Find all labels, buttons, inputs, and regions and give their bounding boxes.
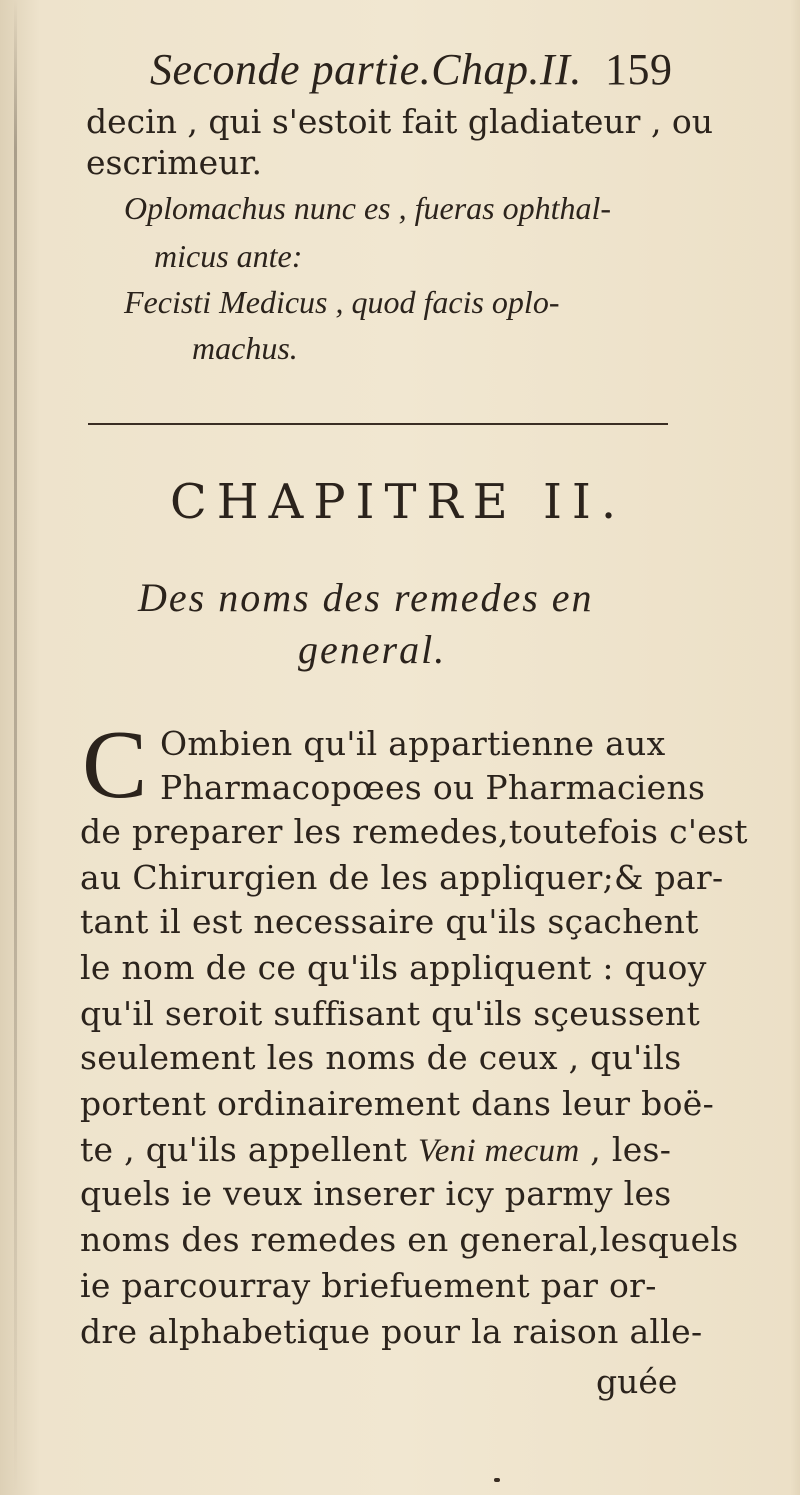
text-line: decin , qui s'estoit fait gladiateur , ou <box>86 102 714 141</box>
body-line: seulement les noms de ceux , qu'ils <box>80 1038 682 1077</box>
gutter-shadow <box>14 0 17 1495</box>
body-line: le nom de ce qu'ils appliquent : quoy <box>80 948 707 987</box>
body-line: portent ordinairement dans leur boë- <box>80 1084 715 1123</box>
body-line: qu'il seroit suffisant qu'ils sçeussent <box>80 994 701 1033</box>
epigram-line: machus. <box>192 330 298 366</box>
body-line: Pharmacopœes ou Pharmaciens <box>160 768 706 807</box>
running-title: Seconde partie.Chap.II. <box>150 45 582 94</box>
text-line: escrimeur. <box>86 143 262 182</box>
body-line-start: te , qu'ils appellent <box>80 1130 408 1169</box>
chapter-subtitle-line: Des noms des remedes en <box>138 575 594 620</box>
body-line: ie parcourray briefuement par or- <box>80 1266 657 1305</box>
epigram-line: Fecisti Medicus , quod facis oplo- <box>124 284 560 320</box>
italic-phrase: Veni mecum <box>417 1133 580 1169</box>
body-line: de preparer les remedes,toutefois c'est <box>80 812 748 851</box>
chapter-subtitle-line: general. <box>298 627 447 672</box>
ink-speck <box>494 1478 500 1482</box>
body-line: au Chirurgien de les appliquer;& par- <box>80 858 724 897</box>
body-line: noms des remedes en general,lesquels <box>80 1220 739 1259</box>
epigram-line: Oplomachus nunc es , fueras ophthal- <box>124 190 612 226</box>
body-line: tant il est necessaire qu'ils sçachent <box>80 902 699 941</box>
chapter-heading: CHAPITRE II. <box>170 474 627 530</box>
body-line: Ombien qu'il appartienne aux <box>160 724 666 763</box>
body-line: quels ie veux inserer icy parmy les <box>80 1174 672 1213</box>
body-line <box>80 1128 671 1173</box>
section-rule <box>88 423 668 425</box>
body-line: dre alphabetique pour la raison alle- <box>80 1312 703 1351</box>
epigram-line: micus ante: <box>154 238 303 274</box>
page-number: 159 <box>605 45 673 94</box>
catchword: guée <box>596 1362 678 1401</box>
running-head <box>150 40 690 100</box>
body-line-end: , les- <box>579 1130 672 1169</box>
drop-cap: C <box>82 711 148 819</box>
